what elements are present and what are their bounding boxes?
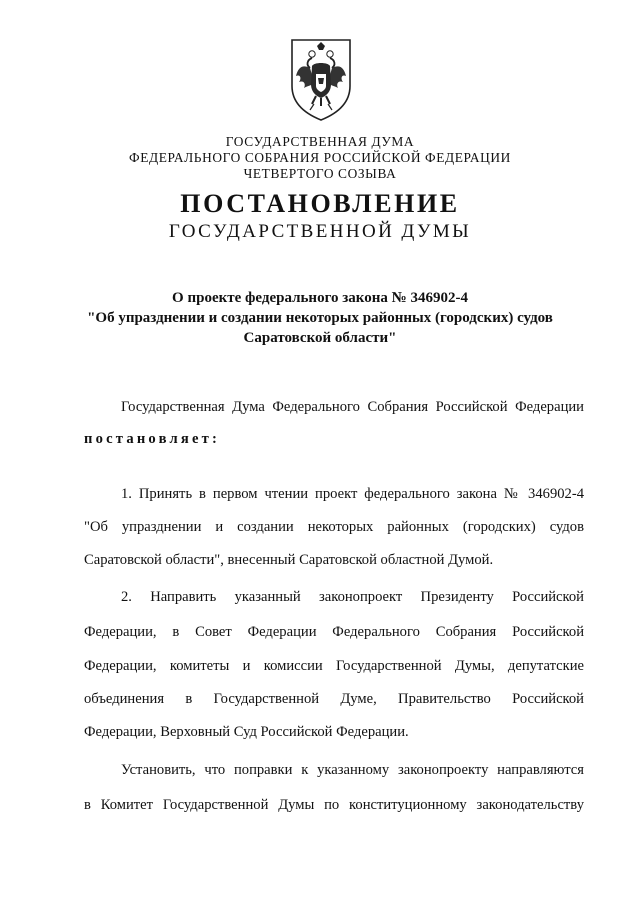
item2-line-5: Федерации, Верховный Суд Российской Федерации. bbox=[84, 724, 409, 740]
amendments-line-2: в Комитет Государственной Думы по конституционному законодательству bbox=[84, 797, 584, 813]
item1-line-3: Саратовской области", внесенный Саратовской областной Думой. bbox=[84, 552, 494, 568]
subject-line-2: "Об упразднении и создании некоторых районных (городских) судов bbox=[87, 310, 553, 326]
preamble-text: Государственная Дума Федерального Собрания Российской Федерации bbox=[121, 399, 584, 415]
item2-line-3: Федерации, комитеты и комиссии Государственной Думы, депутатские bbox=[84, 658, 584, 674]
header-line-1: ГОСУДАРСТВЕННАЯ ДУМА bbox=[225, 134, 415, 149]
item1-line-1: 1. Принять в первом чтении проект федерального закона № 346902-4 bbox=[121, 486, 584, 502]
item2-line-1: 2. Направить указанный законопроект Президенту Российской bbox=[121, 589, 584, 605]
document-title: ПОСТАНОВЛЕНИЕ bbox=[180, 189, 460, 218]
decree-word: постановляет: bbox=[84, 431, 221, 447]
amendments-line-1: Установить, что поправки к указанному законопроекту направляются bbox=[121, 762, 584, 778]
item2-line-2: Федерации, в Совет Федерации Федерального Собрания Российской bbox=[84, 624, 584, 640]
header-line-3: ЧЕТВЕРТОГО СОЗЫВА bbox=[243, 166, 397, 181]
header-line-2: ФЕДЕРАЛЬНОГО СОБРАНИЯ РОССИЙСКОЙ ФЕДЕРАЦИИ bbox=[129, 150, 511, 165]
russian-coat-of-arms-icon bbox=[290, 38, 352, 122]
subject-line-3: Саратовской области" bbox=[243, 330, 397, 346]
item1-line-2: "Об упразднении и создании некоторых районных (городских) судов bbox=[84, 519, 584, 535]
document-subtitle: ГОСУДАРСТВЕННОЙ ДУМЫ bbox=[168, 221, 472, 242]
subject-line-1: О проекте федерального закона № 346902-4 bbox=[172, 290, 468, 306]
item2-line-4: объединения в Государственной Думе, Правительство Российской bbox=[84, 691, 584, 707]
